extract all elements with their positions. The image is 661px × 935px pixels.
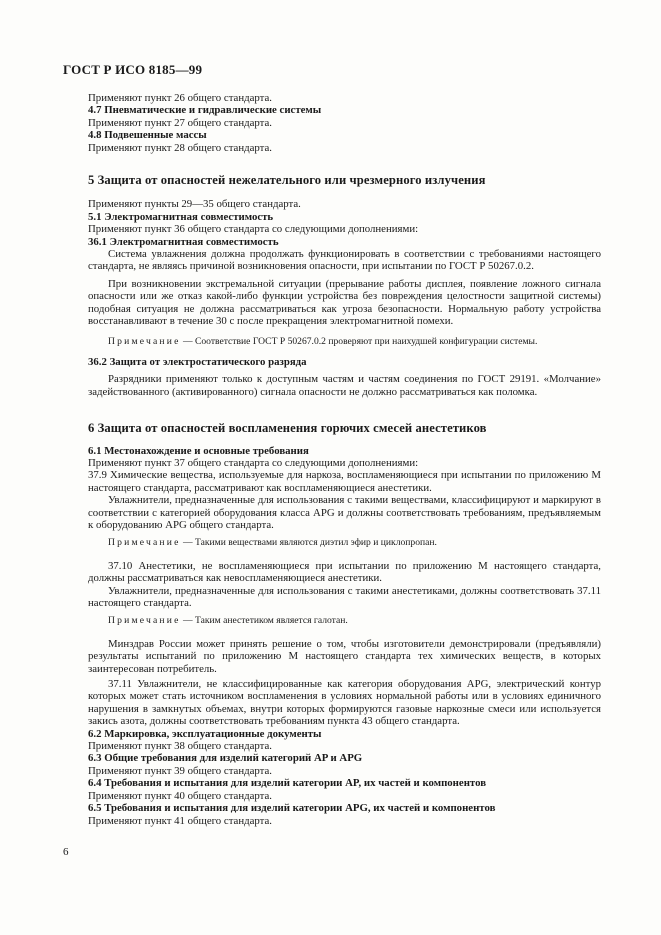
document-header: ГОСТ Р ИСО 8185—99 (63, 62, 203, 77)
section-title-5: 5 Защита от опасностей нежелательного или чрезмерного излучения (88, 173, 486, 188)
note-text: — Соответствие ГОСТ Р 50267.0.2 проверяют при наихудшей конфигурации системы. (180, 335, 538, 347)
paragraph-emc-1: Система увлажнения должна продолжать функционировать в соответствии с требованиями настоящего стандарта, не являясь причиной возникновения опасности, при испытании по ГОСТ Р 50267.0.2. (88, 248, 601, 273)
heading-4-8: 4.8 Подвешенные массы (88, 129, 207, 142)
heading-36-1: 36.1 Электромагнитная совместимость (88, 235, 279, 248)
note-label: Примечание (108, 335, 181, 347)
heading-6-2: 6.2 Маркировка, эксплуатационные документы (88, 727, 322, 740)
paragraph-humidifiers-apg: Увлажнители, предназначенные для использования с такими веществами, классифицируют и маркируют в соответствии с категорией оборудования класса APG и должны соответствовать требованиям, предъявляемым к оборудованию APG общего стандарта. (88, 494, 601, 531)
section-title-6: 6 Защита от опасностей воспламенения горючих смесей анестетиков (88, 421, 487, 436)
note-label: Примечание (108, 537, 181, 549)
paragraph-26: Применяют пункт 26 общего стандарта. (88, 92, 273, 104)
heading-6-4: 6.4 Требования и испытания для изделий категории AP, их частей и компонентов (88, 777, 487, 790)
page-number: 6 (63, 846, 69, 858)
paragraph-humidifiers-nonflammable: Увлажнители, предназначенные для использования с такими анестетиками, должны соответствовать 37.11 настоящего стандарта. (88, 584, 601, 609)
paragraph-37: Применяют пункт 37 общего стандарта со следующими дополнениями: (88, 456, 419, 469)
paragraph-minzdrav: Минздрав России может принять решение о том, чтобы изготовители демонстрировали (предъявляли) результаты испытаний по приложению М настоящего стандарта тех химических веществ, в которых заинтересован потребитель. (88, 637, 601, 675)
paragraph-37-10: 37.10 Анестетики, не воспламеняющиеся при испытании по приложению М настоящего стандарта, должны рассматриваться как невоспламеняющиеся анестетики. (88, 559, 601, 585)
heading-36-2: 36.2 Защита от электростатического разряда (88, 355, 307, 368)
note-2 (88, 537, 601, 549)
paragraph-36: Применяют пункт 36 общего стандарта со следующими дополнениями: (88, 223, 419, 236)
paragraph-38: Применяют пункт 38 общего стандарта. (88, 740, 273, 753)
page-content (88, 92, 601, 827)
paragraph-37-9: 37.9 Химические вещества, используемые для наркоза, воспламеняющиеся при испытании по приложению М настоящего стандарта, рассматривают как воспламеняющиеся анестетики. (88, 469, 601, 494)
paragraph-40: Применяют пункт 40 общего стандарта. (88, 789, 273, 802)
paragraph-29-35: Применяют пункты 29—35 общего стандарта. (88, 198, 301, 211)
paragraph-37-11: 37.11 Увлажнители, не классифицированные как категория оборудования APG, электрический контур которых может стать источником воспламенения в условиях нормальной работы или в условиях единичного нарушения в замкнутых объемах, внутри которых формируются газовые наркозные смеси или используется закись азота, должны соответствовать требованиям пункта 43 общего стандарта. (88, 678, 601, 728)
heading-4-7: 4.7 Пневматические и гидравлические системы (88, 104, 322, 117)
note-1 (88, 336, 601, 348)
note-label: Примечание (108, 615, 181, 627)
note-text: — Таким анестетиком является галотан. (180, 615, 348, 627)
note-text: — Такими веществами являются диэтил эфир и циклопропан. (180, 537, 437, 549)
heading-6-3: 6.3 Общие требования для изделий категорий AP и APG (88, 752, 363, 765)
paragraph-41: Применяют пункт 41 общего стандарта. (88, 814, 273, 827)
paragraph-39: Применяют пункт 39 общего стандарта. (88, 764, 273, 777)
heading-5-1: 5.1 Электромагнитная совместимость (88, 210, 274, 223)
heading-6-5: 6.5 Требования и испытания для изделий категории APG, их частей и компонентов (88, 802, 496, 815)
heading-6-1: 6.1 Местонахождение и основные требования (88, 444, 309, 457)
paragraph-27: Применяют пункт 27 общего стандарта. (88, 116, 273, 129)
paragraph-28: Применяют пункт 28 общего стандарта. (88, 141, 273, 154)
note-3 (88, 615, 601, 627)
paragraph-emc-2: При возникновении экстремальной ситуации (прерывание работы дисплея, появление ложного сигнала опасности или же отказ какой-либо функции устройства без повреждения целостности защитной системы) подобная ситуация не должна рассматриваться как угроза безопасности. Нормальную работу устройства восстанавливают в течение 30 с после прекращения электромагнитной помехи. (88, 277, 601, 328)
paragraph-esd: Разрядники применяют только к доступным частям и частям соединения по ГОСТ 29191. «Молчание» задействованного (активированного) сигнала опасности не должно рассматриваться как поломка. (88, 373, 601, 398)
